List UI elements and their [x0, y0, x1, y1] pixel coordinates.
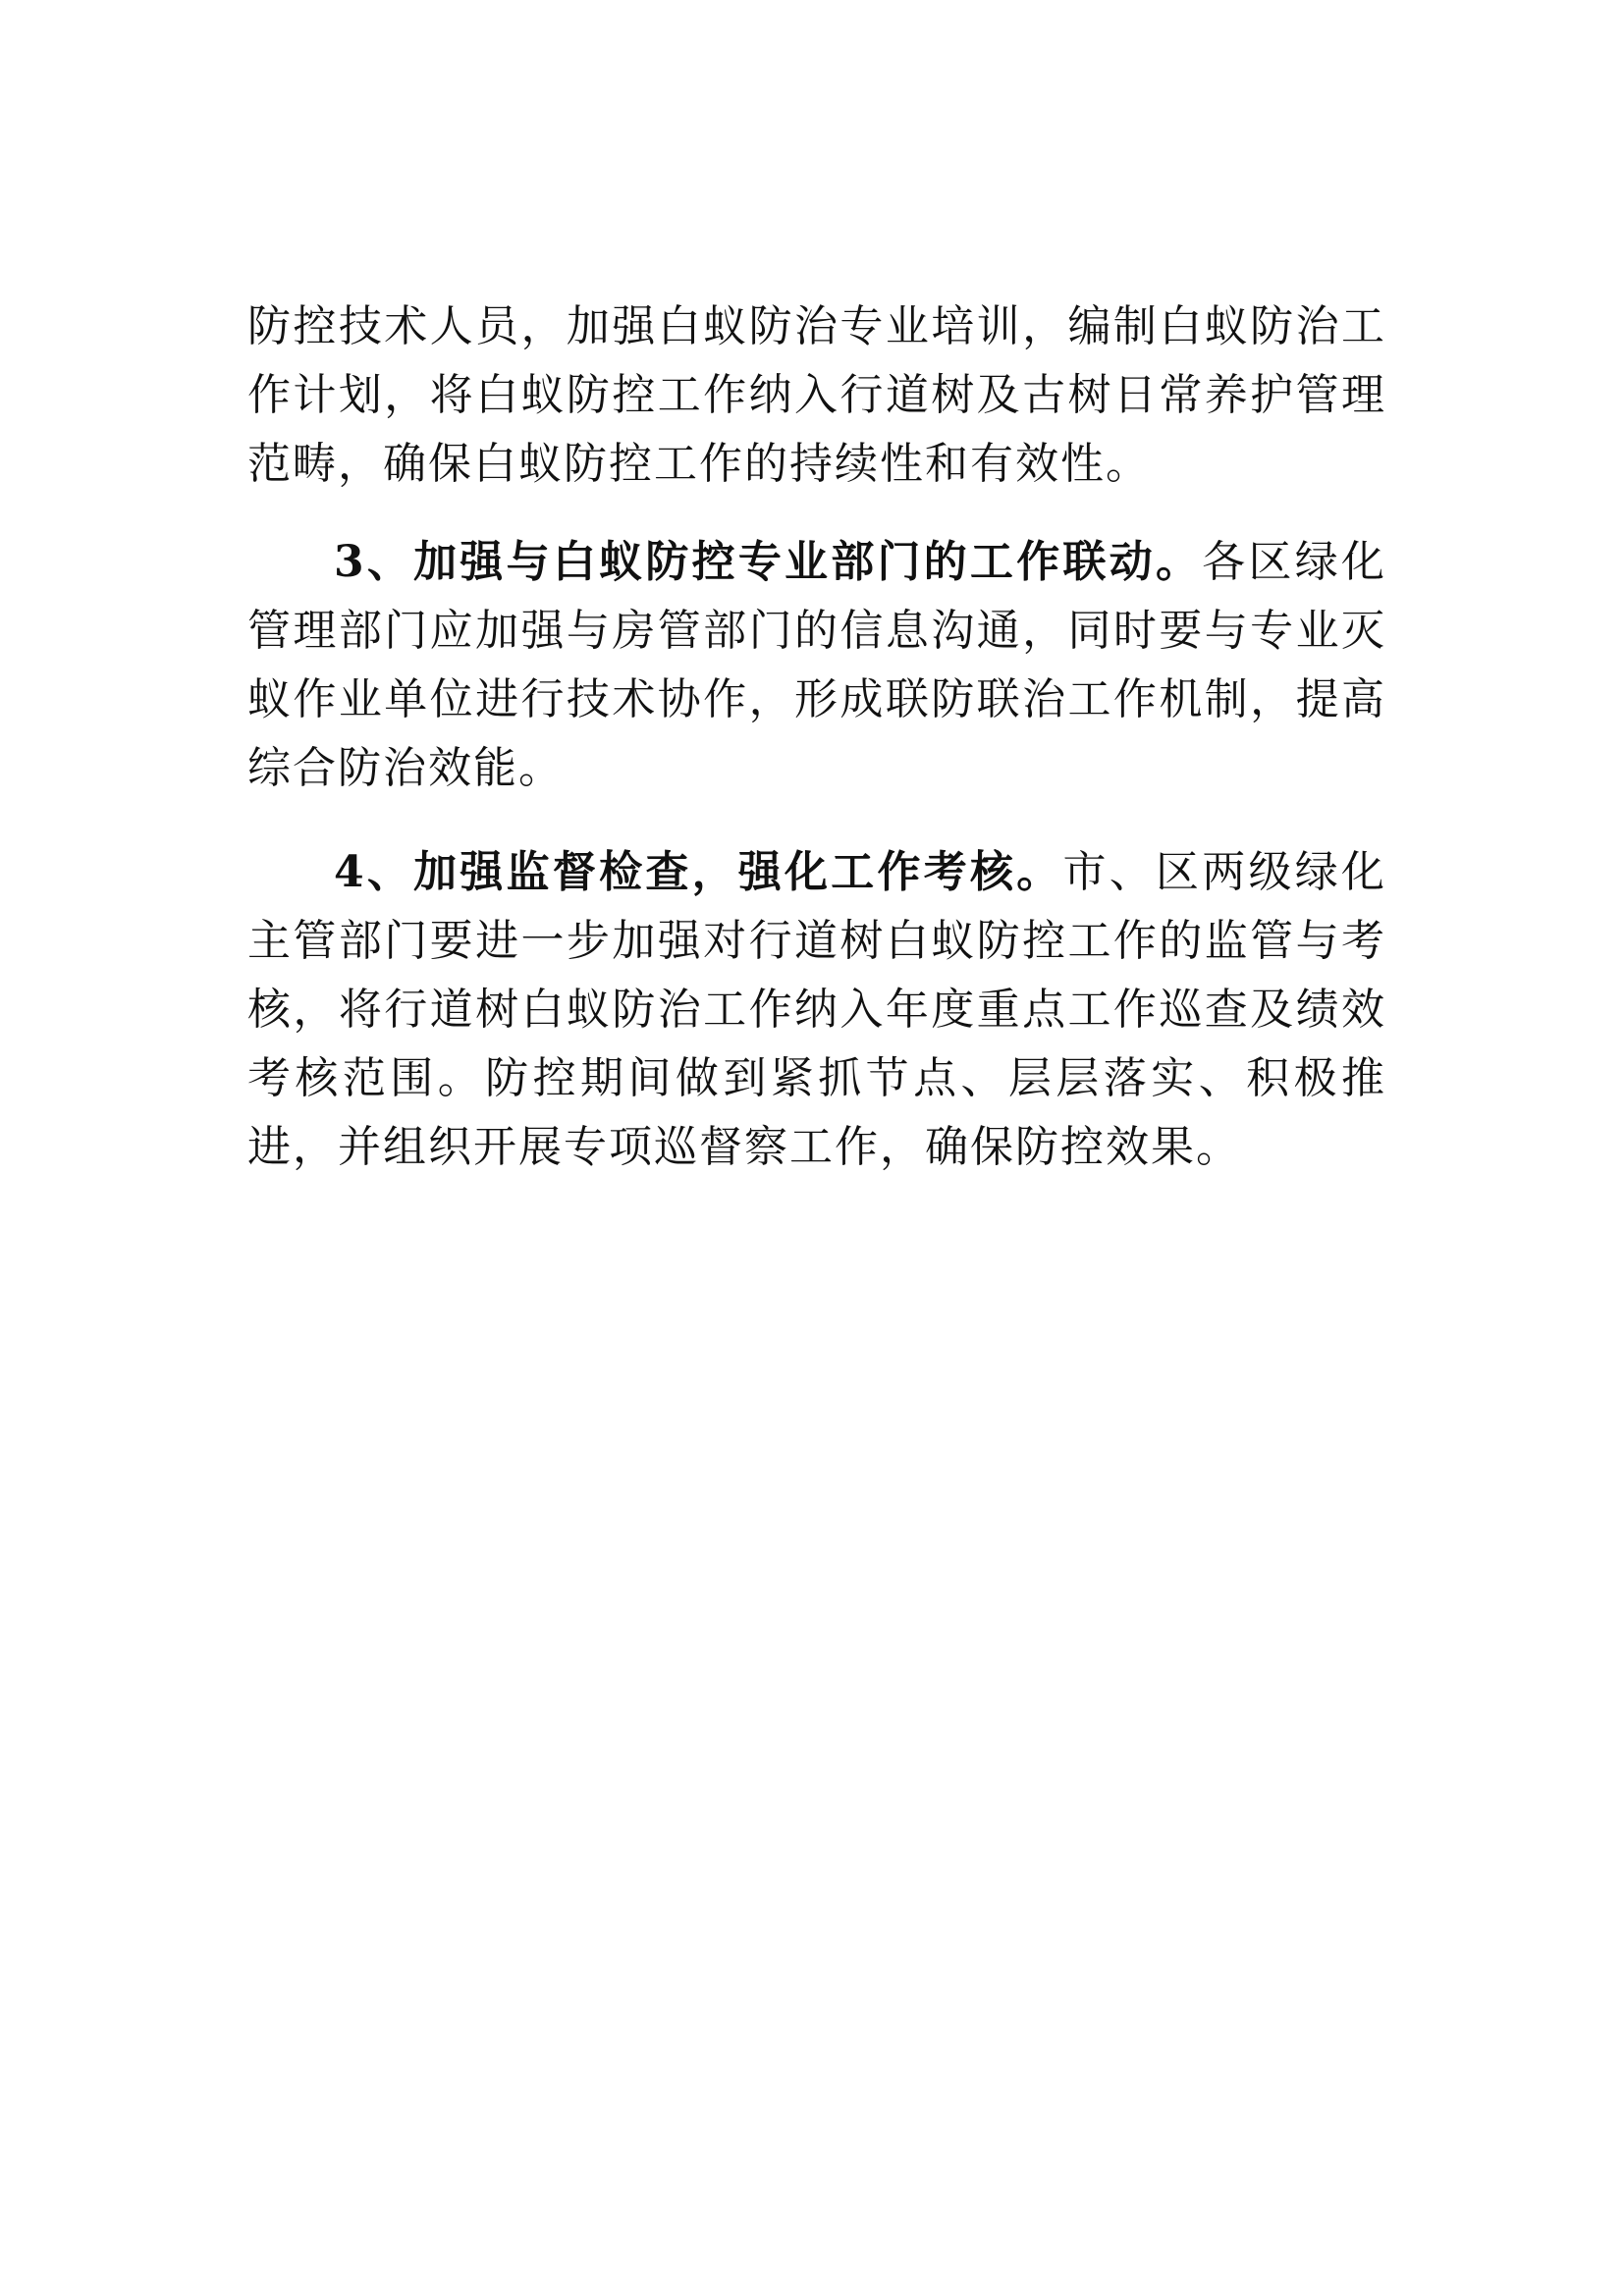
paragraph-item-4 [247, 838, 1386, 1182]
paragraph-text: 防控技术人员，加强白蚁防治专业培训，编制白蚁防治工作计划，将白蚁防控工作纳入行道树及古树日常养护管理范畴，确保白蚁防控工作的持续性和有效性。 [247, 301, 1386, 489]
paragraph-text: 各区绿化管理部门应加强与房管部门的信息沟通，同时要与专业灭蚁作业单位进行技术协作，形成联防联治工作机制，提高综合防治效能。 [247, 537, 1386, 793]
paragraph-heading: 3、加强与白蚁防控专业部门的工作联动。 [334, 537, 1203, 587]
document-body [247, 293, 1386, 1182]
paragraph-text: 市、区两级绿化主管部门要进一步加强对行道树白蚁防控工作的监管与考核，将行道树白蚁防治工作纳入年度重点工作巡查及绩效考核范围。防控期间做到紧抓节点、层层落实、积极推进，并组织开展专项巡督察工作，确保防控效果。 [247, 847, 1386, 1172]
paragraph-item-3 [247, 528, 1386, 803]
paragraph-continuation [247, 293, 1386, 499]
paragraph-heading: 4、加强监督检查，强化工作考核。 [334, 847, 1063, 897]
